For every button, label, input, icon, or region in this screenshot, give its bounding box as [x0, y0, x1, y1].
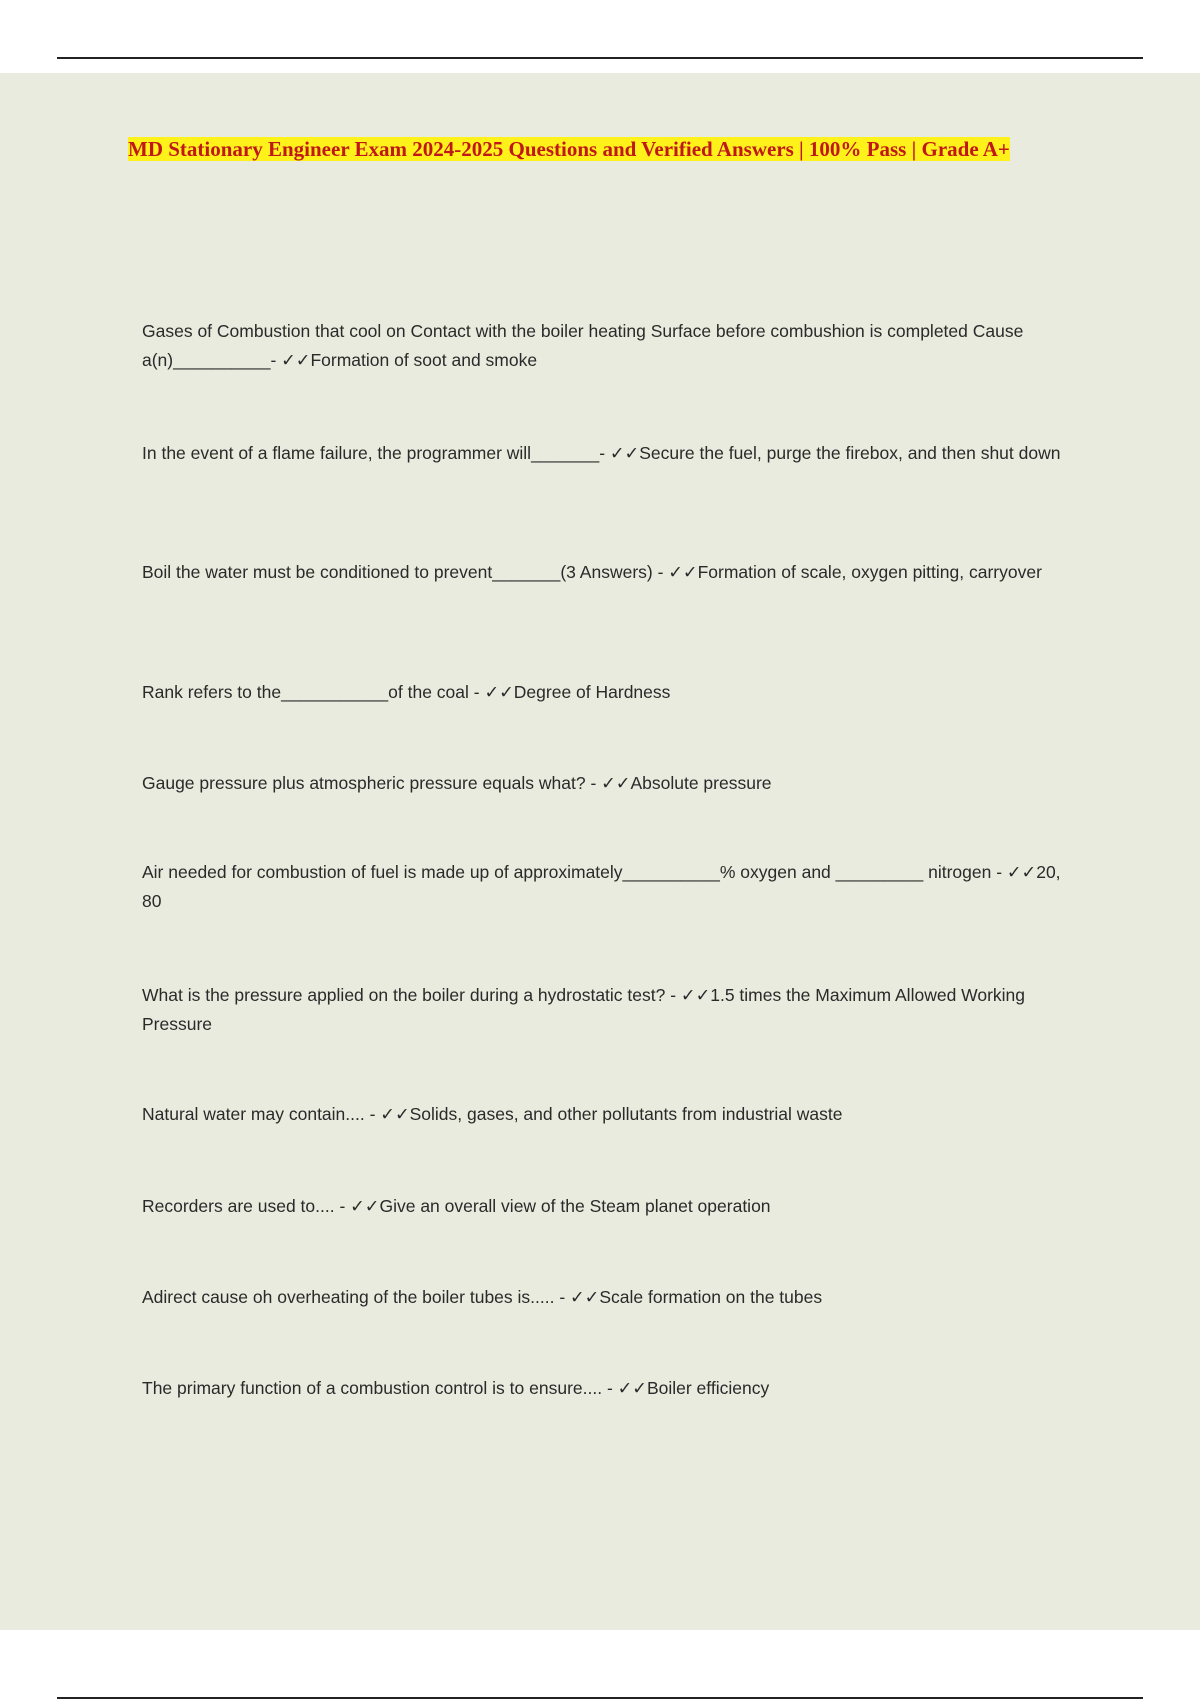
- qa-item-1: Gases of Combustion that cool on Contact with the boiler heating Surface before combushion is completed Cause a(n)__________- ✓✓Formation of soot and smoke: [142, 321, 1024, 370]
- document-title: [128, 136, 1078, 163]
- qa-item-3: Boil the water must be conditioned to prevent_______(3 Answers) - ✓✓Formation of scale, oxygen pitting, carryover: [142, 562, 1042, 582]
- qa-item-8: Natural water may contain.... - ✓✓Solids, gases, and other pollutants from industrial waste: [142, 1104, 843, 1124]
- qa-item-7: What is the pressure applied on the boiler during a hydrostatic test? - ✓✓1.5 times the Maximum Allowed Working Pressure: [142, 985, 1026, 1034]
- qa-item-6: Air needed for combustion of fuel is made up of approximately__________% oxygen and _________ nitrogen - ✓✓20, 80: [142, 862, 1061, 911]
- qa-item-9: Recorders are used to.... - ✓✓Give an overall view of the Steam planet operation: [142, 1196, 771, 1216]
- qa-item-10: Adirect cause oh overheating of the boiler tubes is..... - ✓✓Scale formation on the tubes: [142, 1287, 823, 1307]
- qa-item-5: Gauge pressure plus atmospheric pressure equals what? - ✓✓Absolute pressure: [142, 773, 772, 793]
- header-rule: [57, 57, 1143, 59]
- qa-item-11: The primary function of a combustion control is to ensure.... - ✓✓Boiler efficiency: [142, 1378, 770, 1398]
- qa-item-2: In the event of a flame failure, the programmer will_______- ✓✓Secure the fuel, purge the firebox, and then shut down: [142, 443, 1061, 463]
- qa-item-4: Rank refers to the___________of the coal - ✓✓Degree of Hardness: [142, 682, 671, 702]
- footer-rule: [57, 1697, 1143, 1699]
- title-text: MD Stationary Engineer Exam 2024-2025 Questions and Verified Answers | 100% Pass | Grade A+: [128, 137, 1010, 161]
